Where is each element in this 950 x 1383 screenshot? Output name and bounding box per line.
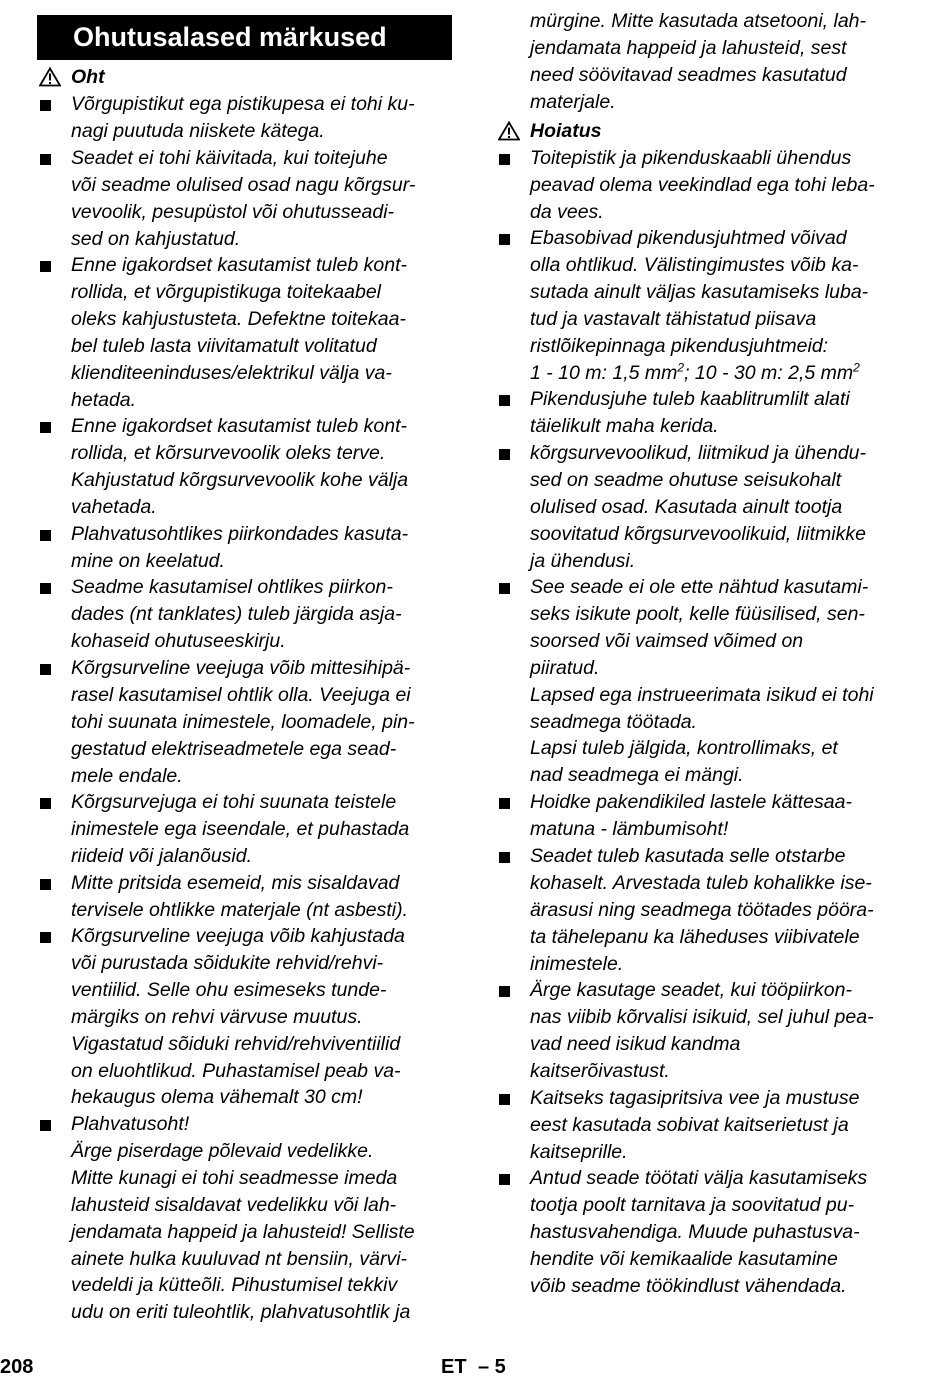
list-item	[496, 789, 916, 843]
list-item	[496, 386, 916, 440]
bullet-square-icon	[499, 852, 510, 863]
list-item-text: kõrgsurvevoolikud, liitmikud ja ühendu- sed on seadme ohutuse seisukohalt olulised osad. Kasutada ainult tootja soovitatud kõrgsurvevoolikuid, liitmikke ja ühendusi.	[530, 442, 867, 572]
list-item	[37, 789, 457, 870]
list-item-text: Toitepistik ja pikenduskaabli ühendus peavad olema veekindlad ega tohi leba- da vees.	[530, 147, 875, 223]
bullet-square-icon	[499, 1094, 510, 1105]
list-item-text: Kõrgsurveline veejuga võib mittesihipä- rasel kasutamisel ohtlik olla. Veejuga ei tohi suunata inimestele, loomadele, pin- gestatud elektriseadmetele ega sead- mele endale.	[71, 657, 415, 787]
warning-triangle-icon	[39, 67, 61, 87]
bullet-square-icon	[499, 986, 510, 997]
list-item-text: Võrgupistikut ega pistikupesa ei tohi ku- nagi puutuda niiskete kätega.	[71, 93, 415, 142]
page-number: 208	[0, 1356, 34, 1378]
warning-heading-block	[496, 118, 916, 145]
cable-spec: 1 - 10 m: 1,5 $mm^2$; 10 - 30 m: 2,5 $mm^2$	[530, 360, 860, 384]
bullet-square-icon	[499, 154, 510, 165]
list-item-text: Ebasobivad pikendusjuhtmed võivad olla ohtlikud. Välistingimustes võib ka- sutada ainult väljas kasutamiseks luba- tud ja vastavalt tähistatud piisava ristlõikepinnaga pikendusjuhtmeid:	[530, 227, 869, 357]
list-item	[496, 225, 916, 386]
section-page: – 5	[478, 1356, 506, 1378]
bullet-square-icon	[499, 395, 510, 406]
list-item-text: Ärge kasutage seadet, kui tööpiirkon- nas viibib kõrvalisi isikuid, sel juhul pea- vad need isikud kandma kaitserõivastust.	[530, 979, 874, 1082]
continuation-paragraph	[496, 8, 916, 116]
danger-heading: Oht	[71, 66, 105, 88]
list-item-text: Seadet tuleb kasutada selle otstarbe kohaselt. Arvestada tuleb kohalikke ise- ärasusi ning seadmega töötades pööra- ta tähelepanu ka läheduses viibivatele inimestele.	[530, 845, 874, 975]
list-item	[37, 252, 457, 413]
continuation-text: mürgine. Mitte kasutada atsetooni, lah- jendamata happeid ja lahusteid, sest need söövitavad seadmes kasutatud materjale.	[530, 10, 867, 113]
list-item-text: Seadet ei tohi käivitada, kui toitejuhe või seadme olulised osad nagu kõrgsur- vevoolik, pesupüstol või ohutusseadi- sed on kahjustatud.	[71, 147, 416, 250]
bullet-square-icon	[40, 422, 51, 433]
list-item-text: Kaitseks tagasipritsiva vee ja mustuse eest kasutada sobivat kaitserietust ja kaitseprille.	[530, 1087, 860, 1163]
list-item-text: Enne igakordset kasutamist tuleb kont- rollida, et võrgupistikuga toitekaabel oleks kahjustusteta. Defektne toitekaa- bel tuleb lasta viivitamatult volitatud klienditeeninduses/elektrikul välja va- hetada.	[71, 254, 408, 411]
list-item-text: Enne igakordset kasutamist tuleb kont- rollida, et kõrsurvevoolik oleks terve. Kahjustatud kõrgsurvevoolik kohe välja vahetada.	[71, 415, 409, 518]
bullet-square-icon	[40, 879, 51, 890]
bullet-square-icon	[40, 932, 51, 943]
list-item-text: Mitte pritsida esemeid, mis sisaldavad tervisele ohtlikke materjale (nt asbesti).	[71, 872, 409, 921]
list-item	[496, 843, 916, 978]
danger-heading-block	[37, 64, 457, 91]
list-item-text: Hoidke pakendikiled lastele kättesaa- matuna - lämbumisoht!	[530, 791, 852, 840]
bullet-square-icon	[40, 583, 51, 594]
bullet-square-icon	[499, 798, 510, 809]
bullet-square-icon	[499, 1174, 510, 1185]
list-item-text: Seadme kasutamisel ohtlikes piirkon- dades (nt tanklates) tuleb järgida asja- kohaseid ohutuseeskirju.	[71, 576, 402, 652]
list-item	[496, 145, 916, 226]
bullet-square-icon	[499, 449, 510, 460]
list-item	[37, 91, 457, 145]
warning-triangle-icon	[498, 121, 520, 141]
list-item	[37, 923, 457, 1111]
list-item	[496, 977, 916, 1085]
list-item-text: See seade ei ole ette nähtud kasutami- seks isikute poolt, kelle füüsilised, sen- soorsed või vaimsed võimed on piiratud. Lapsed ega instrueerimata isikud ei tohi seadmega töötada. Lapsi tuleb jälgida, kontrollimaks, et nad seadmega ei mängi.	[530, 576, 874, 787]
list-item-text: Plahvatusoht! Ärge piserdage põlevaid vedelikke. Mitte kunagi ei tohi seadmesse imeda lahusteid sisaldavat vedelikku või lah- jendamata happeid ja lahusteid! Selliste ainete hulka kuuluvad nt bensiin, värvi- vedeldi ja kütteõli. Pihustumisel tekkiv udu on eriti tuleohtlik, plahvatusohtlik ja	[71, 1113, 415, 1324]
list-item	[37, 870, 457, 924]
section-label: ET	[441, 1356, 467, 1378]
list-item-text: Kõrgsurveline veejuga võib kahjustada või purustada sõidukite rehvid/rehvi- ventiilid. Selle ohu esimeseks tunde- märgiks on rehvi värvuse muutus. Vigastatud sõiduki rehvid/rehviventiilid on eluohtlikud. Puhastamisel peab va- hekaugus olema vähemalt 30 cm!	[71, 925, 405, 1109]
list-item-text: Plahvatusohtlikes piirkondades kasuta- mine on keelatud.	[71, 523, 409, 572]
list-item-text: Kõrgsurvejuga ei tohi suunata teistele inimestele ega iseendale, et puhastada riideid või jalanõusid.	[71, 791, 410, 867]
list-item	[37, 145, 457, 253]
list-item	[37, 655, 457, 790]
list-item-text: Pikendusjuhe tuleb kaablitrumlilt alati täielikult maha kerida.	[530, 388, 850, 437]
list-item	[37, 574, 457, 655]
list-item	[496, 440, 916, 575]
section-title: Ohutusalased märkused	[37, 15, 452, 60]
list-item-text: Antud seade töötati välja kasutamiseks tootja poolt tarnitava ja soovitatud pu- hastusvahendiga. Muude puhastusva- hendite või kemikaalide kasutamine võib seadme töökindlust vähendada.	[530, 1167, 868, 1297]
bullet-square-icon	[40, 261, 51, 272]
list-item	[37, 1111, 457, 1326]
bullet-square-icon	[40, 1120, 51, 1131]
bullet-square-icon	[499, 234, 510, 245]
bullet-square-icon	[40, 154, 51, 165]
bullet-square-icon	[40, 100, 51, 111]
bullet-square-icon	[499, 583, 510, 594]
list-item	[37, 413, 457, 521]
bullet-square-icon	[40, 530, 51, 541]
bullet-square-icon	[40, 798, 51, 809]
warning-heading: Hoiatus	[530, 120, 602, 142]
list-item	[496, 1165, 916, 1300]
list-item	[37, 521, 457, 575]
list-item	[496, 574, 916, 789]
bullet-square-icon	[40, 664, 51, 675]
list-item	[496, 1085, 916, 1166]
